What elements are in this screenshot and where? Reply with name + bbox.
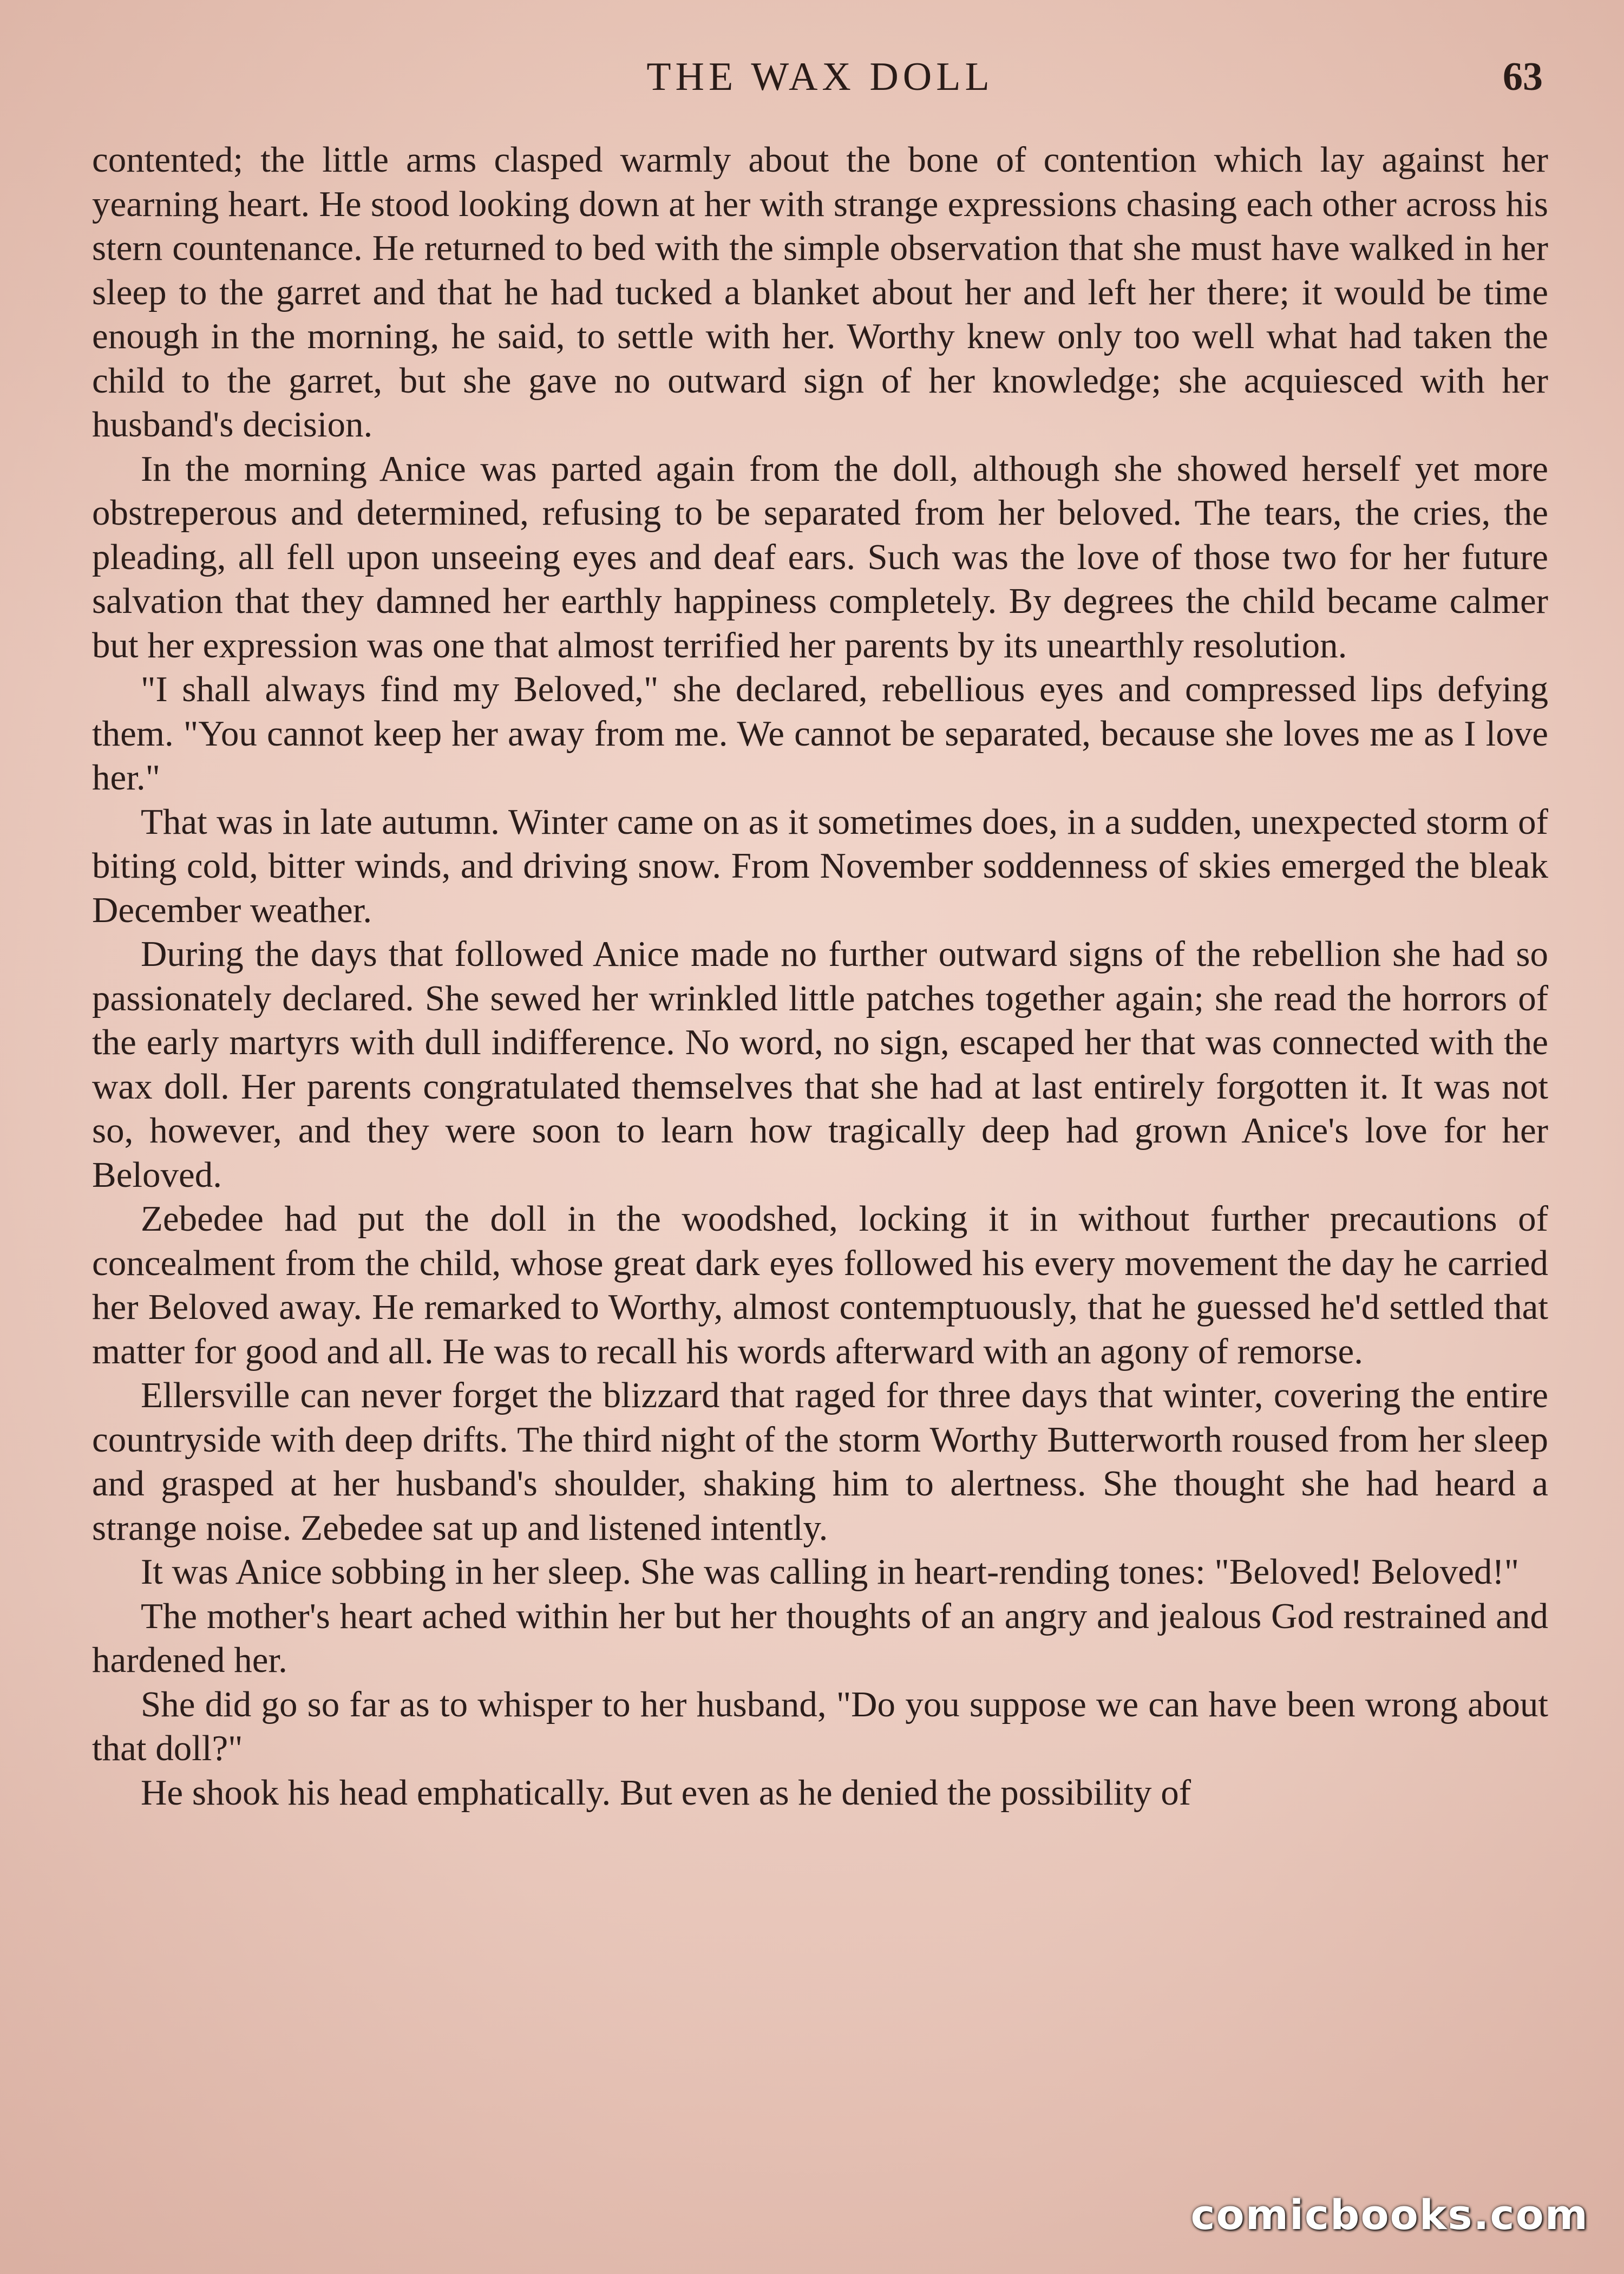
paragraph: He shook his head emphatically. But even as he denied the possibility of (141, 1772, 1191, 1813)
paragraph-continued: contented; the little arms clasped warmly about the bone of contention which lay against her yearning heart. He stood looking down at her with strange expressions chasing each other across his stern countenance. He returned to bed with the simple observation that she must have walked in her sleep to the garret and that he had tucked a blanket about her and left her there; it would be time enough in the morning, he said, to settle with her. Worthy knew only too well what had taken the child to the garret, but she gave no outward sign of her knowledge; she acquiesced with her husband's decision. (92, 140, 1548, 445)
running-head (92, 54, 1548, 114)
page-number: 63 (1503, 55, 1543, 99)
paragraph: It was Anice sobbing in her sleep. She was calling in heart-rending tones: "Beloved! Beloved!" (141, 1552, 1520, 1592)
paragraph: "I shall always find my Beloved," she declared, rebellious eyes and compressed lips defying them. "You cannot keep her away from me. We cannot be separated, because she loves me as I love her." (92, 669, 1548, 798)
watermark: comicbooks.com (1190, 2191, 1589, 2239)
paragraph: She did go so far as to whisper to her husband, "Do you suppose we can have been wrong about that doll?" (92, 1684, 1548, 1768)
paragraph: In the morning Anice was parted again from the doll, although she showed herself yet more obstreperous and determined, refusing to be separated from her beloved. The tears, the cries, the pleading, all fell upon unseeing eyes and deaf ears. Such was the love of those two for her future salvation that they damned her earthly happiness completely. By degrees the child became calmer but her expression was one that almost terrified her parents by its unearthly resolution. (92, 448, 1548, 665)
paragraph: Ellersville can never forget the blizzard that raged for three days that winter, covering the entire countryside with deep drifts. The third night of the storm Worthy Butterworth roused from her sleep and grasped at her husband's shoulder, shaking him to alertness. She thought she had heard a strange noise. Zebedee sat up and listened intently. (92, 1375, 1548, 1548)
paragraph: That was in late autumn. Winter came on as it sometimes does, in a sudden, unexpected storm of biting cold, bitter winds, and driving snow. From November soddenness of skies emerged the bleak December weather. (92, 801, 1548, 930)
paragraph: The mother's heart ached within her but her thoughts of an angry and jealous God restrained and hardened her. (92, 1596, 1548, 1680)
paragraph: Zebedee had put the doll in the woodshed, locking it in without further precautions of concealment from the child, whose great dark eyes followed his every movement the day he carried her Beloved away. He remarked to Worthy, almost contemptuously, that he guessed he'd settled that matter for good and all. He was to recall his words afterward with an agony of remorse. (92, 1199, 1548, 1371)
running-title: THE WAX DOLL (646, 55, 994, 99)
paragraph: During the days that followed Anice made no further outward signs of the rebellion she had so passionately declared. She sewed her wrinkled little patches together again; she read the horrors of the early martyrs with dull indifference. No word, no sign, escaped her that was connected with the wax doll. Her parents congratulated themselves that she had at last entirely forgotten it. It was not so, however, and they were soon to learn how tragically deep had grown Anice's love for her Beloved. (92, 934, 1548, 1195)
body-text (92, 138, 1548, 1815)
